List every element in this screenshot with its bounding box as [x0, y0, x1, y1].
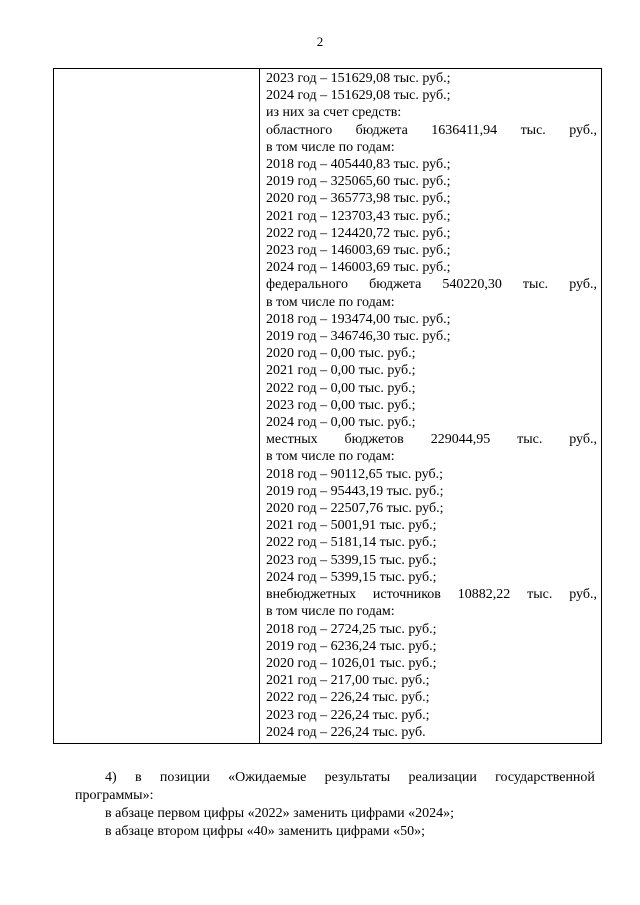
table-line: 2023 год – 146003,69 тыс. руб.; [266, 243, 451, 259]
table-column-divider [259, 69, 260, 743]
table-line-justified [266, 586, 597, 603]
paragraph-word: 4) [105, 770, 117, 785]
table-line-word: 1636411,94 [431, 122, 498, 138]
table-line-word: внебюджетных [266, 587, 357, 603]
table-line: 2020 год – 365773,98 тыс. руб.; [266, 191, 451, 207]
paragraph-item: в абзаце втором цифры «40» заменить цифрами «50»; [105, 824, 425, 839]
funding-table [53, 68, 602, 744]
table-line-word: бюджетов [344, 432, 404, 448]
table-line: 2019 год – 95443,19 тыс. руб.; [266, 483, 444, 499]
table-line-word: тыс. [522, 277, 549, 293]
table-line: 2018 год – 193474,00 тыс. руб.; [266, 311, 451, 327]
table-cell-funding-details [266, 70, 597, 741]
paragraph-continuation: программы»: [75, 788, 154, 803]
table-line: 2018 год – 405440,83 тыс. руб.; [266, 157, 451, 173]
table-line: 2023 год – 0,00 тыс. руб.; [266, 397, 416, 413]
table-line: 2018 год – 90112,65 тыс. руб.; [266, 466, 443, 482]
table-line-word: источников [372, 587, 441, 603]
table-line: в том числе по годам: [266, 449, 395, 465]
table-line-word: 540220,30 [442, 277, 502, 293]
table-line-justified [266, 276, 597, 293]
table-line: 2022 год – 5181,14 тыс. руб.; [266, 535, 437, 551]
table-line: 2022 год – 226,24 тыс. руб.; [266, 690, 430, 706]
table-line-justified [266, 122, 597, 139]
table-line: 2023 год – 151629,08 тыс. руб.; [266, 71, 451, 86]
table-line: 2023 год – 5399,15 тыс. руб.; [266, 552, 437, 568]
table-line: 2020 год – 1026,01 тыс. руб.; [266, 655, 437, 671]
paragraph-word: позиции [159, 770, 210, 785]
table-line-word: местных [266, 432, 318, 448]
table-line-word: руб., [569, 432, 597, 448]
table-line: 2024 год – 5399,15 тыс. руб.; [266, 569, 437, 585]
table-line: 2021 год – 123703,43 тыс. руб.; [266, 208, 451, 224]
paragraph-word: государственной [495, 770, 595, 785]
table-line: 2024 год – 146003,69 тыс. руб.; [266, 260, 451, 276]
table-line: 2019 год – 325065,60 тыс. руб.; [266, 174, 451, 190]
table-line: 2022 год – 124420,72 тыс. руб.; [266, 225, 451, 241]
table-line-word: руб., [569, 122, 597, 138]
paragraph-word: реализации [408, 770, 477, 785]
table-line: в том числе по годам: [266, 604, 395, 620]
table-line-word: бюджета [355, 122, 408, 138]
table-line: из них за счет средств: [266, 105, 402, 121]
paragraph-word: «Ожидаемые [228, 770, 307, 785]
table-line-justified [266, 431, 597, 448]
table-line: 2019 год – 6236,24 тыс. руб.; [266, 638, 437, 654]
table-line-word: руб., [569, 587, 597, 603]
table-line: 2024 год – 151629,08 тыс. руб.; [266, 88, 451, 104]
table-line: 2021 год – 5001,91 тыс. руб.; [266, 518, 437, 534]
table-line-word: областного [266, 122, 333, 138]
table-line-word: федерального [266, 277, 349, 293]
table-line-word: бюджета [369, 277, 422, 293]
paragraph-word: результаты [324, 770, 391, 785]
table-line: в том числе по годам: [266, 139, 395, 155]
table-line: 2020 год – 0,00 тыс. руб.; [266, 346, 416, 362]
table-line-word: тыс. [517, 432, 543, 448]
table-line: 2024 год – 0,00 тыс. руб.; [266, 415, 416, 431]
table-line: в том числе по годам: [266, 294, 395, 310]
paragraph-item: в абзаце первом цифры «2022» заменить цифрами «2024»; [105, 806, 454, 821]
table-line-word: руб., [569, 277, 597, 293]
table-line: 2021 год – 217,00 тыс. руб.; [266, 673, 430, 689]
table-line: 2020 год – 22507,76 тыс. руб.; [266, 501, 444, 517]
table-line: 2018 год – 2724,25 тыс. руб.; [266, 621, 437, 637]
page-number: 2 [316, 34, 324, 49]
paragraph-word: в [134, 770, 142, 785]
paragraph-first-line [75, 769, 595, 787]
table-line: 2024 год – 226,24 тыс. руб. [266, 724, 426, 740]
amendment-paragraph [75, 769, 595, 841]
table-line: 2023 год – 226,24 тыс. руб.; [266, 707, 430, 723]
table-line-word: 229044,95 [430, 432, 491, 448]
table-line: 2019 год – 346746,30 тыс. руб.; [266, 329, 451, 345]
table-line-word: тыс. [527, 587, 553, 603]
table-line: 2021 год – 0,00 тыс. руб.; [266, 363, 416, 379]
table-line-word: тыс. [520, 122, 546, 138]
table-line: 2022 год – 0,00 тыс. руб.; [266, 380, 416, 396]
table-line-word: 10882,22 [457, 587, 511, 603]
